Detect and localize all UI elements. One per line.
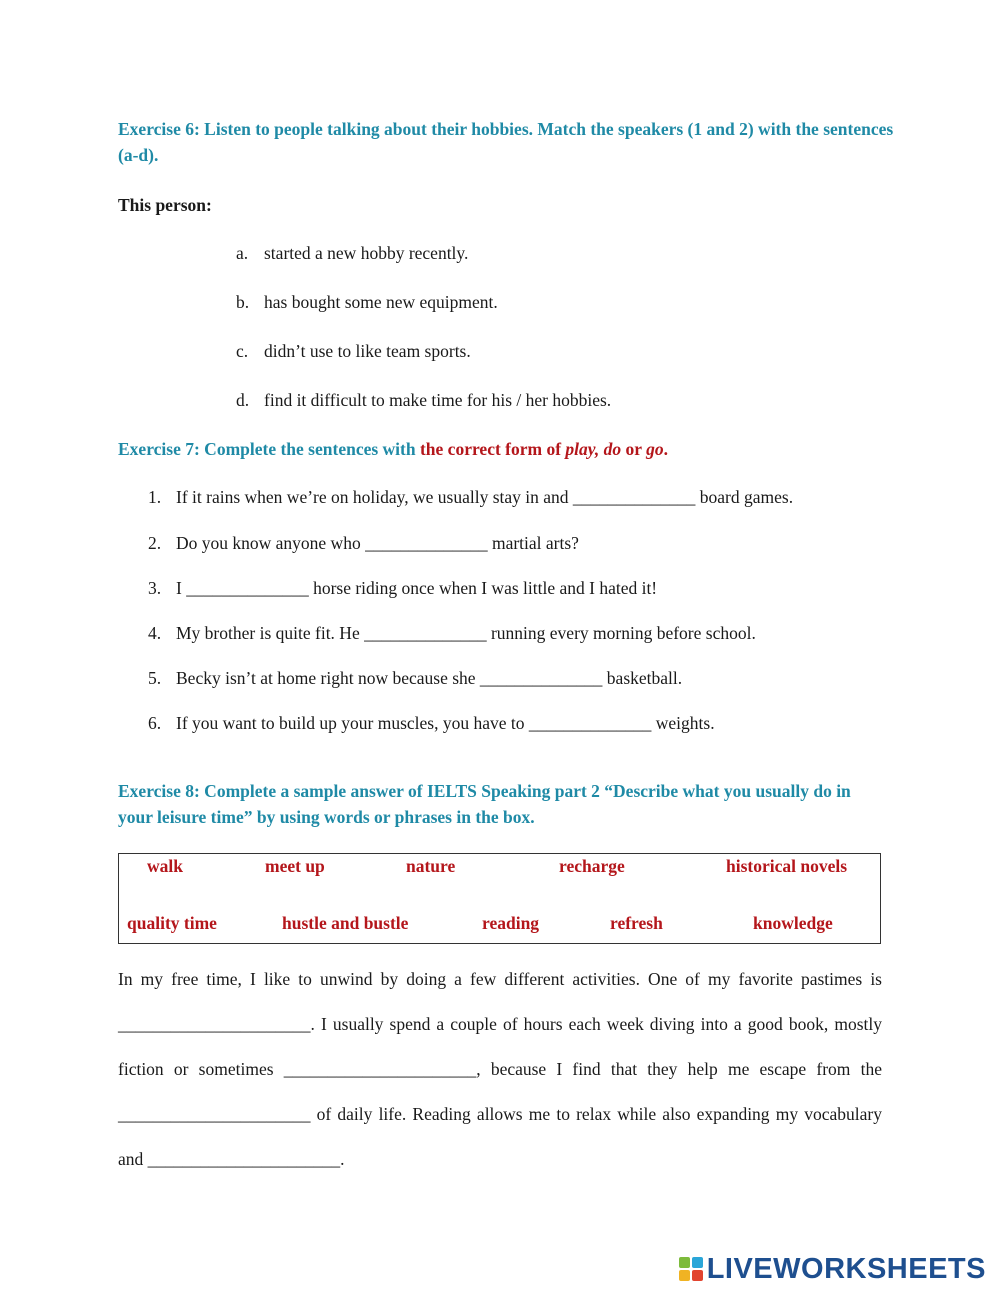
exercise-8-title: Exercise 8: Complete a sample answer of IELTS Speaking part 2 “Describe what you usually do in your leisure time” by using words or phrases in the box. xyxy=(118,781,851,827)
word-knowledge: knowledge xyxy=(753,913,833,933)
sentence-number: 5. xyxy=(148,668,162,688)
word-quality-time: quality time xyxy=(127,913,217,933)
option-c xyxy=(236,341,471,362)
sentence-number: 3. xyxy=(148,578,162,598)
sentence-text-after: basketball. xyxy=(602,668,683,688)
paragraph-text: . I usually spend a couple of hours each week diving into a good book, mostly fiction or sometimes xyxy=(118,1014,882,1079)
sentence-text-after: martial arts? xyxy=(487,533,579,553)
word-nature: nature xyxy=(406,856,456,876)
sentence-1 xyxy=(148,487,793,508)
sentence-5 xyxy=(148,668,682,689)
option-b xyxy=(236,292,498,313)
exercise-7-period: . xyxy=(663,439,668,459)
exercise-7-play-do: play, do xyxy=(565,439,622,459)
option-text: has bought some new equipment. xyxy=(264,292,498,312)
exercise-7-go: go xyxy=(646,439,664,459)
exercise-7-title xyxy=(118,438,668,460)
option-letter: a. xyxy=(236,243,249,263)
word-reading: reading xyxy=(482,913,540,933)
sentence-number: 1. xyxy=(148,487,162,507)
answer-blank[interactable]: ______________________ xyxy=(147,1149,341,1169)
sentence-text-before: Becky isn’t at home right now because she xyxy=(176,668,480,688)
option-d xyxy=(236,390,611,411)
sentence-number: 4. xyxy=(148,623,162,643)
option-letter: c. xyxy=(236,341,249,361)
sentence-text-after: weights. xyxy=(651,713,715,733)
sentence-text-after: running every morning before school. xyxy=(486,623,756,643)
word-hustle-and-bustle: hustle and bustle xyxy=(282,913,409,933)
sentence-4 xyxy=(148,623,756,644)
option-text: find it difficult to make time for his / her hobbies. xyxy=(264,390,612,410)
answer-blank[interactable]: ______________ xyxy=(572,487,696,507)
answer-blank[interactable]: ______________________ xyxy=(283,1059,477,1079)
sentence-text-after: board games. xyxy=(695,487,794,507)
answer-blank[interactable]: ______________ xyxy=(186,578,309,598)
sentence-2 xyxy=(148,533,579,554)
paragraph-text: . xyxy=(340,1149,345,1169)
exercise-7-or: or xyxy=(621,439,647,459)
liveworksheets-logo xyxy=(679,1252,986,1286)
option-text: didn’t use to like team sports. xyxy=(264,341,471,361)
word-recharge: recharge xyxy=(559,856,625,876)
sentence-text-before: If it rains when we’re on holiday, we usually stay in and xyxy=(176,487,573,507)
answer-blank[interactable]: ______________ xyxy=(365,533,488,553)
word-historical-novels: historical novels xyxy=(726,856,848,876)
answer-blank[interactable]: ______________ xyxy=(479,668,603,688)
option-a xyxy=(236,243,468,264)
sentence-number: 6. xyxy=(148,713,162,733)
option-letter: b. xyxy=(236,292,250,312)
answer-blank[interactable]: ______________________ xyxy=(118,1014,311,1034)
exercise-7-title-red: the correct form of xyxy=(419,439,566,459)
option-letter: d. xyxy=(236,390,250,410)
option-text: started a new hobby recently. xyxy=(264,243,469,263)
sentence-number: 2. xyxy=(148,533,162,553)
paragraph-text: , because I find that they help me escape from the xyxy=(476,1059,882,1079)
sentence-text-before: If you want to build up your muscles, you have to xyxy=(176,713,529,733)
word-box xyxy=(118,853,881,944)
sentence-text-after: horse riding once when I was little and I hated it! xyxy=(308,578,658,598)
answer-blank[interactable]: ______________________ xyxy=(118,1104,311,1124)
sentence-text-before: Do you know anyone who xyxy=(176,533,366,553)
word-meet-up: meet up xyxy=(265,856,325,876)
paragraph-text: In my free time, I like to unwind by doing a few different activities. One of my favorite pastimes is xyxy=(118,969,882,989)
sentence-3 xyxy=(148,578,657,599)
sentence-6 xyxy=(148,713,715,734)
word-refresh: refresh xyxy=(610,913,663,933)
answer-blank[interactable]: ______________ xyxy=(528,713,652,733)
sentence-text-before: I xyxy=(176,578,187,598)
paragraph-text: of daily life. Reading allows me to relax while also expanding my vocabulary and xyxy=(118,1104,882,1169)
word-walk: walk xyxy=(147,856,183,876)
exercise-6-title: Exercise 6: Listen to people talking about their hobbies. Match the speakers (1 and 2) with the sentences (a-d). xyxy=(118,119,894,165)
sentence-text-before: My brother is quite fit. He xyxy=(176,623,365,643)
logo-mark-icon xyxy=(679,1257,703,1281)
this-person-label: This person: xyxy=(118,195,212,215)
answer-blank[interactable]: ______________ xyxy=(364,623,487,643)
exercise-7-title-prefix: Exercise 7: Complete the sentences with xyxy=(118,439,420,459)
logo-text: LIVEWORKSHEETS xyxy=(706,1252,986,1285)
sample-answer-paragraph xyxy=(118,957,882,1182)
